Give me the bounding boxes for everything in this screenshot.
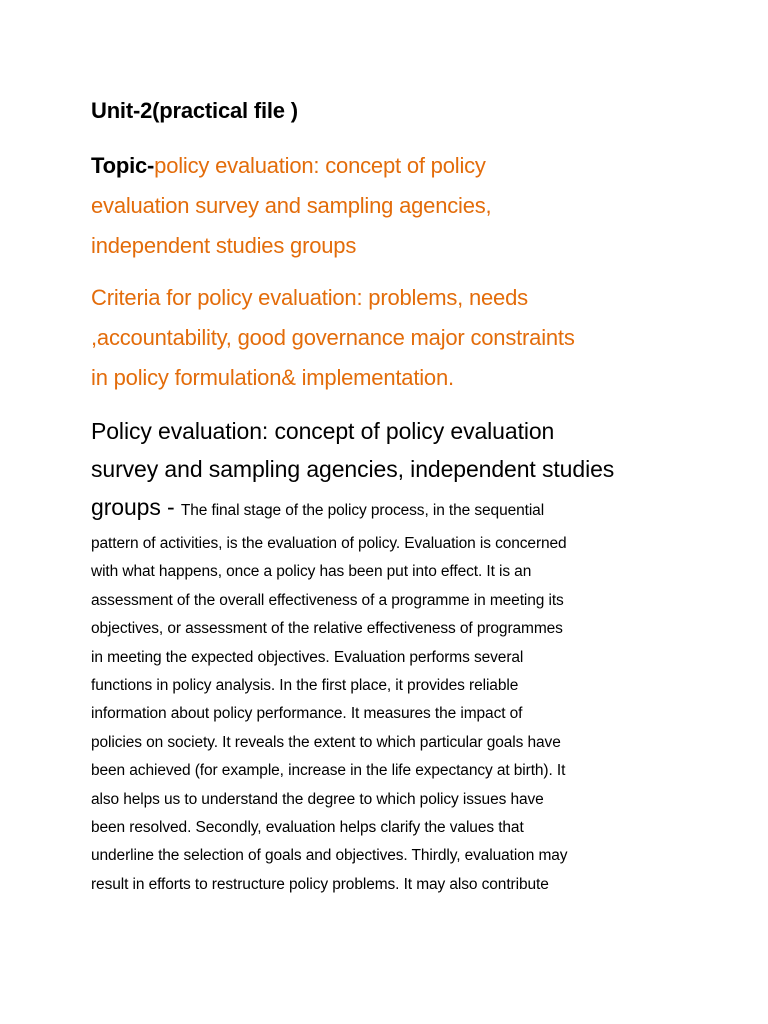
paragraph-line: underline the selection of goals and objectives. Thirdly, evaluation may <box>91 847 568 865</box>
criteria-line: Criteria for policy evaluation: problems, needs <box>91 285 528 310</box>
topic-label: Topic- <box>91 153 155 178</box>
paragraph-line: in meeting the expected objectives. Evaluation performs several <box>91 648 524 666</box>
paragraph-line: assessment of the overall effectiveness of a programme in meeting its <box>91 591 564 609</box>
criteria-line: in policy formulation& implementation. <box>91 365 454 390</box>
paragraph-line: policies on society. It reveals the extent to which particular goals have <box>91 733 561 751</box>
paragraph-line: objectives, or assessment of the relative effectiveness of programmes <box>91 620 563 638</box>
topic-line: evaluation survey and sampling agencies, <box>91 193 492 218</box>
paragraph-first-line: The final stage of the policy process, in the sequential <box>180 502 545 519</box>
paragraph-line: pattern of activities, is the evaluation of policy. Evaluation is concerned <box>91 535 567 552</box>
paragraph-line: functions in policy analysis. In the first place, it provides reliable <box>91 677 519 695</box>
section-heading-tail: groups - <box>91 494 181 520</box>
topic-line: independent studies groups <box>91 233 357 258</box>
document-page <box>91 0 691 1024</box>
unit-title: Unit-2(practical file ) <box>91 98 298 123</box>
paragraph-line: been achieved (for example, increase in the life expectancy at birth). It <box>91 762 566 780</box>
criteria-line: ,accountability, good governance major constraints <box>91 325 575 350</box>
paragraph-line: information about policy performance. It measures the impact of <box>91 705 523 723</box>
paragraph-line: been resolved. Secondly, evaluation helps clarify the values that <box>91 819 524 837</box>
topic-line: policy evaluation: concept of policy <box>154 153 486 178</box>
paragraph-line: result in efforts to restructure policy problems. It may also contribute <box>91 875 549 893</box>
section-heading-line: Policy evaluation: concept of policy evaluation <box>91 418 555 444</box>
topic-block <box>91 146 651 266</box>
paragraph-line: also helps us to understand the degree to which policy issues have <box>91 790 544 808</box>
heading-and-paragraph-start <box>91 488 676 530</box>
criteria-block <box>91 278 671 398</box>
paragraph-line: with what happens, once a policy has been put into effect. It is an <box>91 563 532 581</box>
body-section <box>91 412 676 899</box>
section-heading-line: survey and sampling agencies, independent studies <box>91 456 615 482</box>
